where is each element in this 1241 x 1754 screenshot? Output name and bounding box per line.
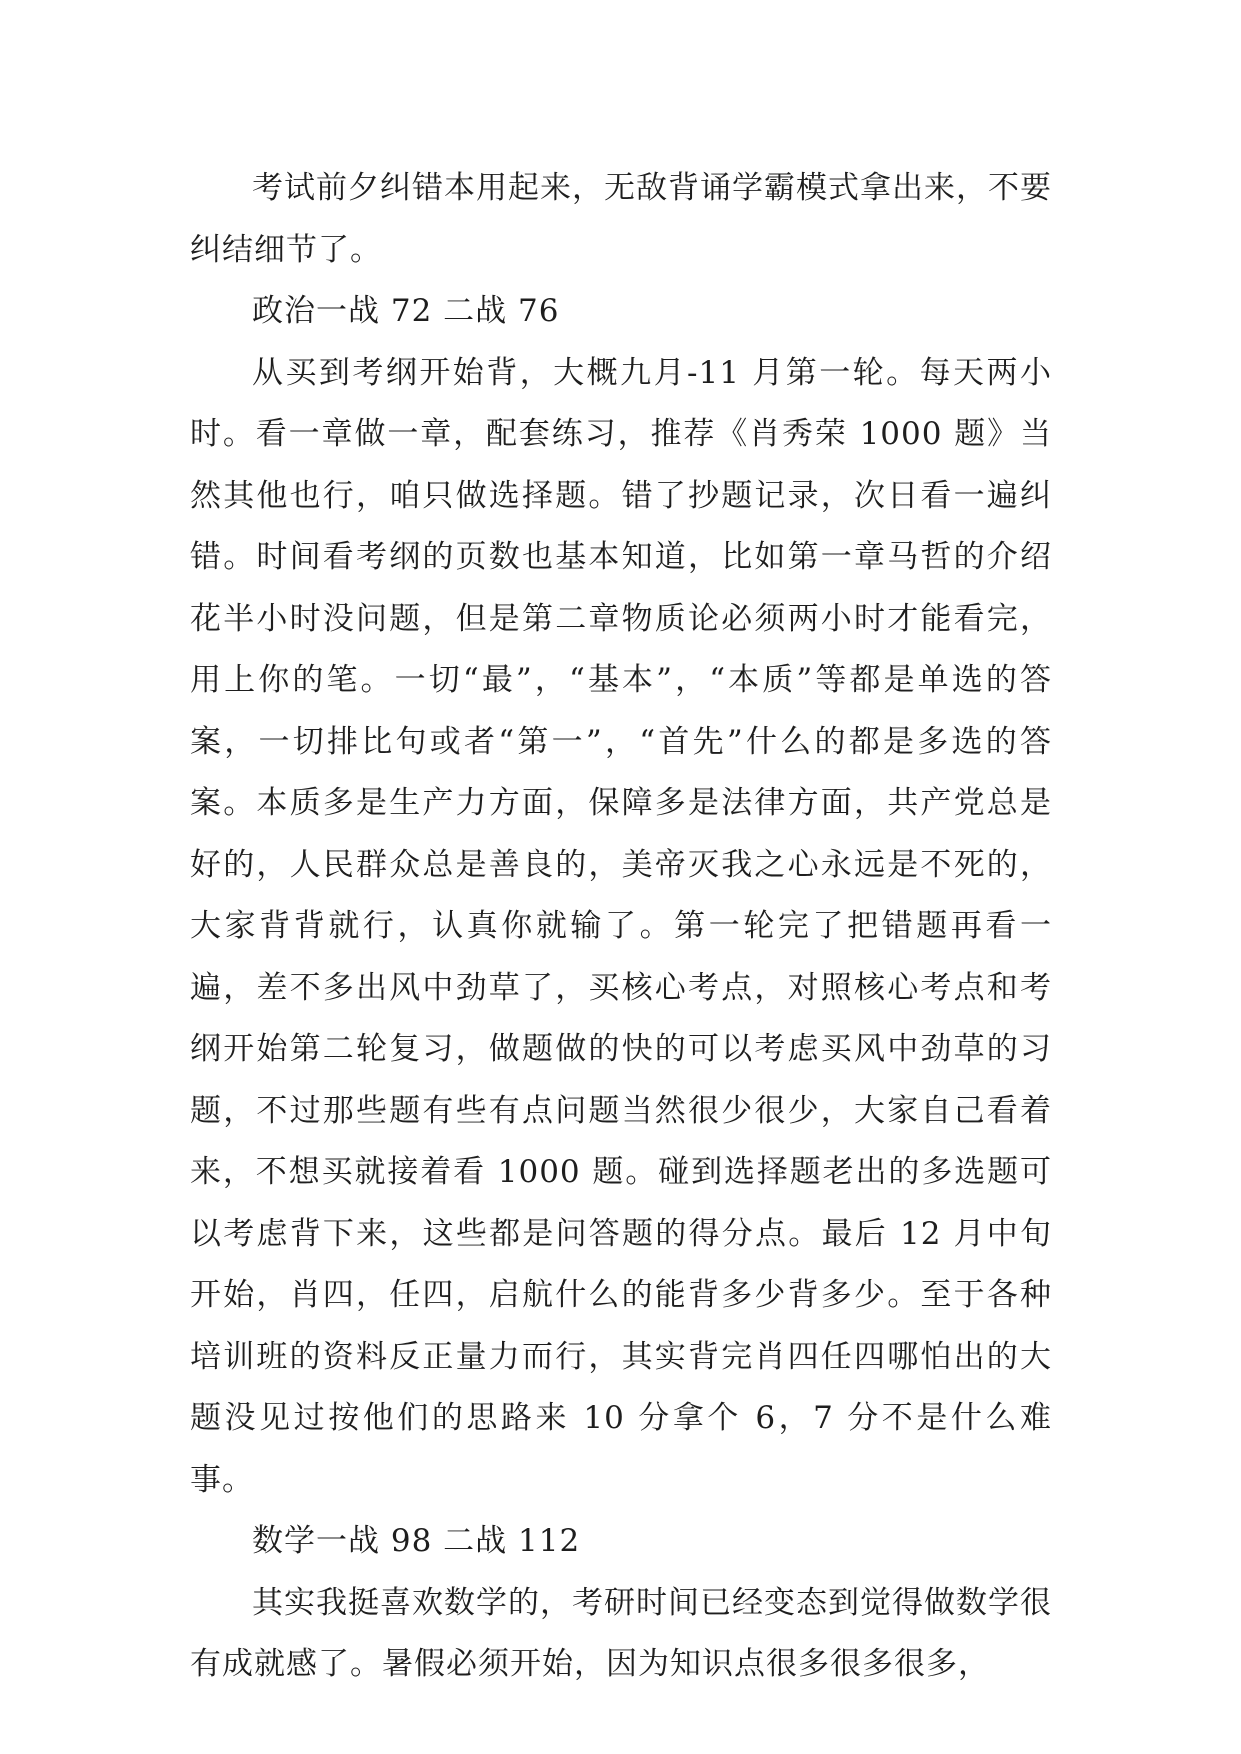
heading-politics-score: 政治一战 72 二战 76 [252, 293, 560, 329]
document-body [190, 158, 1052, 1696]
heading-math-score: 数学一战 98 二战 112 [252, 1523, 581, 1559]
paragraph-politics-method: 从买到考纲开始背，大概九月-11 月第一轮。每天两小时。看一章做一章，配套练习，推荐《肖秀荣 1000 题》当然其他也行，咱只做选择题。错了抄题记录，次日看一遍纠错。时间看考纲的页数也基本知道，比如第一章马哲的介绍花半小时没问题，但是第二章物质论必须两小时才能看完，用上你的笔。一切“最”，“基本”，“本质”等都是单选的答案，一切排比句或者“第一”，“首先”什么的都是多选的答案。本质多是生产力方面，保障多是法律方面，共产党总是好的，人民群众总是善良的，美帝灭我之心永远是不死的，大家背背就行，认真你就输了。第一轮完了把错题再看一遍，差不多出风中劲草了，买核心考点，对照核心考点和考纲开始第二轮复习，做题做的快的可以考虑买风中劲草的习题，不过那些题有些有点问题当然很少很少，大家自己看着来，不想买就接着看 1000 题。碰到选择题老出的多选题可以考虑背下来，这些都是问答题的得分点。最后 12 月中旬开始，肖四，任四，启航什么的能背多少背多少。至于各种培训班的资料反正量力而行，其实背完肖四任四哪怕出的大题没见过按他们的思路来 10 分拿个 6，7 分不是什么难事。 [190, 354, 1052, 1498]
paragraph-math-intro: 其实我挺喜欢数学的，考研时间已经变态到觉得做数学很有成就感了。暑假必须开始，因为知识点很多很多很多， [190, 1584, 1052, 1682]
paragraph-exam-tips: 考试前夕纠错本用起来，无敌背诵学霸模式拿出来，不要纠结细节了。 [190, 170, 1052, 268]
